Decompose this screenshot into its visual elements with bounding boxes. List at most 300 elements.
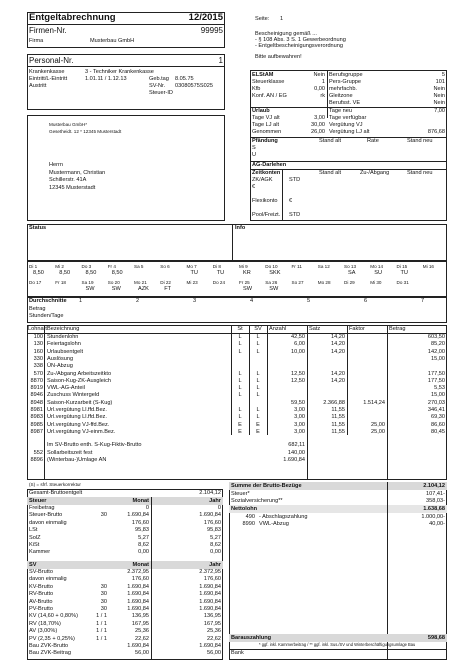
lohnart-body <box>27 334 447 479</box>
lohnart-cell: ÜN-Abzug <box>47 363 73 370</box>
row-monat: 25,36 <box>135 628 149 635</box>
bank-label: Bank <box>231 650 244 656</box>
lohnart-cell: 1.690,84 <box>283 456 305 463</box>
geb-label: Geb.tag <box>149 75 169 82</box>
row-monat: 1.690,84 <box>127 598 149 605</box>
row-tage: 30 <box>100 598 107 605</box>
row-label: davon einmalig <box>29 519 67 526</box>
calendar-day: Do 31 <box>396 280 409 285</box>
calendar-row-2 <box>27 280 447 294</box>
address-line: Herrn <box>49 162 63 168</box>
calendar-value: TU <box>400 270 408 276</box>
lohnart-cell: Auslösung <box>47 355 74 362</box>
lohnart-cell: 80,45 <box>431 428 445 435</box>
sv-rows <box>27 569 223 659</box>
row-monat: 0,00 <box>138 549 149 556</box>
row-label: AV-Brutto <box>29 598 53 605</box>
row-jahr: 0 <box>217 505 221 511</box>
lohnart-cell: Url.vergütung Ll.ffd.Bez. <box>47 407 107 413</box>
calendar-day: Mo 28 <box>317 280 331 285</box>
pfaendung-col: Stand alt <box>319 138 342 144</box>
elstam-flag: Nein <box>313 71 325 78</box>
calendar-day: Fr 11 <box>291 264 302 269</box>
urlaub-value: 876,68 <box>427 129 445 135</box>
lohnart-cell: 10,00 <box>291 348 305 355</box>
info-label: Info <box>235 225 246 231</box>
lohnart-cell: 330 <box>33 355 43 362</box>
calendar-day: So 13 <box>344 264 357 269</box>
durchschnitte-stunden: Stunden/Tage <box>29 313 64 319</box>
calendar-day: Sa 12 <box>317 264 330 269</box>
lohnart-cell: 11,55 <box>331 414 345 421</box>
lohnart-cell: 682,11 <box>288 442 305 449</box>
durchschnitte-number: 3 <box>193 298 197 304</box>
row-label: Kammer <box>29 549 51 556</box>
lohnart-cell: 8896 <box>30 456 43 463</box>
gesamt-label: Gesamt-Bruttoentgelt <box>29 490 83 496</box>
row-monat: 56,00 <box>135 650 149 657</box>
lohnart-cell: L <box>238 385 242 392</box>
lohnart-cell: 12,50 <box>291 370 305 377</box>
row-jahr: 8,62 <box>210 542 221 548</box>
document-title: Entgeltabrechnung <box>29 12 116 23</box>
calendar-value: 8,50 <box>33 270 44 276</box>
lohnart-cell: 5,53 <box>434 385 445 392</box>
lohnart-cell: L <box>256 341 260 348</box>
row-monat: 2.372,95 <box>127 569 149 575</box>
calendar-value: AZK <box>138 286 149 292</box>
row-tage: 1 / 1 <box>96 628 107 635</box>
urlaub-value: 30,00 <box>311 122 325 128</box>
calendar-day: Di 22 <box>160 280 171 285</box>
urlaub-label: Tage LJ alt <box>252 122 280 128</box>
lohnart-cell: Url.vergütung VJ-ffd.Bez. <box>47 421 110 428</box>
period: 12/2015 <box>188 12 223 23</box>
lohnart-cell: Sollarbeitszeit fest <box>47 449 93 456</box>
row-jahr: 1.690,84 <box>199 598 221 605</box>
abzug-value: 40,00- <box>429 521 445 527</box>
calendar-day: Mi 16 <box>422 264 434 269</box>
row-tage: 1 / 1 <box>96 635 107 642</box>
row-jahr: 167,95 <box>203 620 221 627</box>
calendar-day: Fr 4 <box>107 264 116 269</box>
row-monat: 5,27 <box>138 534 149 541</box>
row-jahr: 5,27 <box>210 534 221 541</box>
row-jahr: 0,00 <box>210 549 221 556</box>
lohnart-cell: E <box>256 421 260 428</box>
lohnart-cell: 1.514,24 <box>363 399 385 406</box>
darlehen-col: Zeitkonten <box>252 170 281 176</box>
summe-value: 2.104,12 <box>423 483 445 489</box>
lohnart-cell: 85,20 <box>431 341 445 348</box>
lohnart-cell: 100 <box>33 334 43 340</box>
calendar-day: So 6 <box>160 264 170 269</box>
lohnart-cell: Im SV-Brutto enth. S-Kug-Fiktiv-Brutto <box>47 442 142 449</box>
lohnart-cell: 8870 <box>30 377 43 384</box>
elstam-label: mehrfachb. <box>329 85 357 92</box>
lohnart-cell: 15,00 <box>431 392 445 399</box>
lohnart-cell: Url.vergütung Ll.ffd.Bez. <box>47 414 107 421</box>
calendar-day: Mi 23 <box>186 280 198 285</box>
sozial-value: 358,03- <box>426 498 445 504</box>
lohnart-cell: Url.vergütung VJ-einm.Bez. <box>47 428 116 435</box>
urlaub-value: 7,00 <box>434 108 445 114</box>
lohnart-header-cell: Betrag <box>389 326 406 332</box>
row-jahr: 136,95 <box>203 613 221 620</box>
steuer-rows <box>27 505 223 560</box>
lohnart-cell: 142,00 <box>427 348 445 355</box>
lohnart-cell: 130 <box>33 341 43 348</box>
calendar-value: SW <box>243 286 253 292</box>
calendar-value: SW <box>269 286 279 292</box>
netto-value: 1.638,68 <box>423 506 445 512</box>
lohnart-cell: L <box>238 341 242 348</box>
lohnart-cell: Stundenlohn <box>47 334 79 340</box>
calendar-day: Mi 9 <box>239 264 248 269</box>
lohnart-cell: 160 <box>33 348 43 355</box>
lohnart-cell: L <box>256 334 260 340</box>
row-jahr: 176,60 <box>203 519 221 526</box>
row-monat: 1.690,84 <box>127 591 149 598</box>
row-jahr: 95,83 <box>207 527 221 534</box>
sv-header: SV <box>29 562 37 568</box>
lohnart-cell: 8985 <box>30 421 43 428</box>
calendar-day: Mi 30 <box>370 280 382 285</box>
lohnart-cell: 2.366,88 <box>323 399 345 406</box>
abzug-value: 1.000,00- <box>421 514 445 520</box>
lohnart-cell: 270,03 <box>427 399 445 406</box>
row-label: Bau ZVK-Brutto <box>29 643 69 649</box>
urlaub-title: Urlaub <box>252 108 270 114</box>
row-label: KiSt <box>29 542 40 548</box>
pfaendung-row: U <box>252 152 257 158</box>
sv-header-monat: Monat <box>132 562 149 568</box>
row-label: Bau ZVK-Beitrag <box>29 650 71 657</box>
urlaub-label: Genommen <box>252 129 282 135</box>
footnote: * ggf. inkl. Kammerbeitrag / ** ggf. inkl. Sus./SV und Winterbeschäftigungsumlage Bau <box>259 642 416 647</box>
darlehen-unit: STD <box>289 177 301 183</box>
kk-value: 3 - Techniker Krankenkasse <box>85 68 154 75</box>
row-monat: 1.690,84 <box>127 512 149 519</box>
lohnart-cell: Zuschuss Wintergeld <box>47 392 100 399</box>
steuer-abzug-value: 107,41- <box>426 491 445 497</box>
lohnart-cell: 8987 <box>30 428 43 435</box>
lohnart-cell: L <box>256 392 260 399</box>
row-monat: 136,95 <box>131 613 149 620</box>
darlehen-row: Flexikonto <box>252 198 278 204</box>
row-monat: 22,62 <box>135 635 149 642</box>
calendar-value: 8,50 <box>85 270 97 276</box>
row-jahr: 1.690,84 <box>199 583 221 590</box>
lohnart-cell: 8983 <box>30 414 43 421</box>
row-jahr: 1.690,84 <box>199 606 221 612</box>
row-jahr: 1.690,84 <box>199 643 221 649</box>
elstam-title: ELStAM <box>252 71 274 78</box>
sozial-label: Sozialversicherung** <box>231 498 283 504</box>
lohnart-cell: 177,50 <box>427 370 445 377</box>
steuer-header-monat: Monat <box>132 498 149 504</box>
note-line: - § 108 Abs. 3 S. 1 Gewerbeordnung <box>255 37 346 43</box>
calendar-day: Di 1 <box>29 264 38 269</box>
lohnart-cell: 8981 <box>30 407 43 413</box>
lohnart-cell: L <box>256 407 260 413</box>
row-tage: 30 <box>100 583 107 590</box>
row-jahr: 56,00 <box>207 650 221 657</box>
darlehen-unit: STD <box>289 212 301 218</box>
netto-label: Nettolohn <box>231 506 258 512</box>
elstam-label: Berufsst. VE <box>329 99 361 106</box>
row-jahr: 22,62 <box>207 635 221 642</box>
row-jahr: 176,60 <box>203 576 221 583</box>
row-tage: 30 <box>100 591 107 598</box>
lohnart-cell: E <box>238 428 242 435</box>
lohnart-cell: E <box>256 428 260 435</box>
elstam-label: Kfb <box>252 85 261 92</box>
lohnart-cell: 6,00 <box>294 341 305 348</box>
durchschnitte-number: 4 <box>250 298 254 304</box>
lohnart-cell: 177,50 <box>427 377 445 384</box>
elstam-value: Nein <box>433 92 445 99</box>
lohnart-cell: L <box>256 370 260 377</box>
row-label: RV-Brutto <box>29 591 54 598</box>
lohnart-cell: 12,50 <box>291 377 305 384</box>
abzug-label: - Abschlagszahlung <box>259 514 308 520</box>
calendar-day: Mi 2 <box>55 264 64 269</box>
row-tage: 30 <box>100 512 107 519</box>
firma-label: Firma <box>29 38 44 44</box>
lohnart-cell: 69,30 <box>431 414 445 421</box>
abzug-no: 490 <box>245 514 255 520</box>
lohnart-cell: L <box>256 377 260 384</box>
austritt-label: Austritt <box>29 82 47 89</box>
lohnart-cell: Saison-Kurzarbeit (S-Kug) <box>47 399 113 406</box>
row-tage: 1 / 1 <box>96 613 107 620</box>
durchschnitte-label: Durchschnitte <box>29 298 67 304</box>
durchschnitte-number: 6 <box>364 298 368 304</box>
elstam-label: Berufsgruppe <box>329 71 363 78</box>
steuer-header-jahr: Jahr <box>209 498 221 504</box>
address-line: Mustermann, Christian <box>49 169 106 176</box>
lohnart-cell: 25,00 <box>371 428 385 435</box>
row-monat: 1.690,84 <box>127 583 149 590</box>
note-line: Bescheinigung gemäß ... <box>255 31 317 37</box>
lohnart-cell: L <box>238 348 242 355</box>
lohnart-cell: 11,55 <box>331 428 345 435</box>
lohnart-cell: 42,50 <box>291 334 305 340</box>
lohnart-cell: 3,00 <box>294 414 305 421</box>
durchschnitte-number: 5 <box>307 298 311 304</box>
calendar-day: Sa 19 <box>81 280 94 285</box>
elstam-value: Nein <box>433 99 445 106</box>
urlaub-value: 26,00 <box>311 129 325 135</box>
lohnart-cell: 25,00 <box>371 421 385 428</box>
darlehen-col: Zu-/Abgang <box>360 170 390 176</box>
lohnart-header-cell: St <box>237 326 243 332</box>
row-monat: 176,60 <box>131 576 149 583</box>
calendar-day: Di 29 <box>344 280 355 285</box>
address-line: 12345 Musterstadt <box>49 184 96 191</box>
row-label: KV-Brutto <box>29 583 53 590</box>
calendar-value: TU <box>190 270 198 276</box>
row-monat: 0 <box>145 505 149 511</box>
lohnart-cell: L <box>238 414 242 421</box>
row-label: Freibetrag <box>29 505 55 511</box>
darlehen-col: Stand alt <box>319 170 342 176</box>
lohnart-cell: 14,20 <box>331 341 345 348</box>
seite-label: Seite: <box>255 16 270 22</box>
lohnart-cell: Urlaubsentgelt <box>47 348 84 355</box>
urlaub-label: Vergütung VJ <box>329 122 363 128</box>
lohnart-cell: 86,60 <box>431 421 445 428</box>
firma-name: Musterbau GmbH <box>90 38 135 44</box>
darlehen-row: € <box>252 184 256 190</box>
calendar-value: KR <box>243 270 251 276</box>
elstam-value: 5 <box>441 71 445 78</box>
elstam-value: 101 <box>435 78 445 85</box>
lohnart-cell: 14,20 <box>331 370 345 377</box>
personal-label: Personal-Nr. <box>29 55 74 65</box>
urlaub-value: 3,00 <box>314 115 325 121</box>
calendar-day: Sa 5 <box>134 264 144 269</box>
calendar-day: So 20 <box>107 280 120 285</box>
darlehen-row: ZK/AGK <box>252 177 273 183</box>
lohnart-cell: (Winterbau-)Umlage AN <box>47 456 107 463</box>
darlehen-title: AG-Darlehen <box>252 162 287 168</box>
calendar-value: 8,50 <box>59 270 71 276</box>
durchschnitte-numbers <box>27 298 447 305</box>
sv-header-jahr: Jahr <box>209 562 221 568</box>
lohnart-cell: Saison-Kug-ZK-Ausgleich <box>47 377 112 384</box>
lohnart-cell: 3,00 <box>294 421 305 428</box>
auszahlung-label: Barauszahlung <box>231 635 272 641</box>
calendar-day: Mo 14 <box>370 264 384 269</box>
steuerid-label: Steuer-ID <box>149 89 173 96</box>
lohnart-cell: 11,55 <box>331 421 345 428</box>
lohnart-cell: L <box>238 370 242 377</box>
pfaendung-title: Pfändung <box>252 138 278 144</box>
calendar-day: Fr 25 <box>239 280 250 285</box>
lohnart-cell: 3,00 <box>294 407 305 413</box>
lohnart-cell: 346,41 <box>427 407 445 413</box>
svnr-label: SV-Nr. <box>149 82 166 89</box>
summe-label: Summe der Brutto-Bezüge <box>231 483 302 489</box>
lohnart-cell: 140,00 <box>287 449 305 456</box>
eintritt-value: 1.01.11 / 1.12.13 <box>85 75 127 82</box>
calendar-day: Di 8 <box>212 264 221 269</box>
durchschnitte-betrag: Betrag <box>29 306 46 312</box>
svnr-value: 03080575S025 <box>175 82 213 89</box>
lohnart-cell: 3,00 <box>294 428 305 435</box>
calendar-value: SKK <box>269 270 281 276</box>
pfaendung-col: Rate <box>367 138 379 144</box>
sender-line: Musterbau GmbH* <box>49 122 88 127</box>
lohnart-cell: L <box>256 348 260 355</box>
calendar-value: SW <box>111 286 121 292</box>
gesamt-value: 2.104,12 <box>199 490 221 496</box>
lohnart-cell: 14,20 <box>331 348 345 355</box>
calendar-day: Mo 7 <box>186 264 197 269</box>
row-monat: 167,95 <box>131 620 149 627</box>
lohnart-cell: 552 <box>33 449 43 456</box>
geb-value: 8.05.75 <box>175 75 194 82</box>
lohnart-header-cell: Satz <box>309 326 321 332</box>
calendar-value: SU <box>374 270 383 276</box>
lohnart-cell: L <box>256 414 260 421</box>
lohnart-cell: Feiertagslohn <box>47 341 81 348</box>
calendar-day: Do 10 <box>265 264 278 269</box>
row-monat: 8,62 <box>138 542 149 548</box>
calendar-day: Sa 26 <box>265 280 278 285</box>
darlehen-col: Stand neu <box>407 170 433 176</box>
row-monat: 176,60 <box>131 519 149 526</box>
sender-line: Gesetheidt. 12 * 12345 Musterstadt <box>49 129 122 134</box>
lohnart-cell: 8946 <box>30 392 43 399</box>
calendar-day: So 27 <box>291 280 304 285</box>
payslip-page <box>27 12 447 660</box>
steuer-abzug-label: Steuer* <box>231 491 250 497</box>
personal-number: 1 <box>218 55 223 65</box>
row-monat: 95,83 <box>135 527 149 534</box>
note-line: Bitte aufbewahren! <box>255 54 302 60</box>
calendar-row-1 <box>27 264 447 278</box>
row-label: Steuer-Brutto <box>29 512 63 519</box>
auszahlung-value: 598,68 <box>427 635 445 641</box>
lohnart-cell: L <box>238 334 242 340</box>
lohnart-cell: 15,00 <box>431 355 445 362</box>
lohnart-cell: E <box>238 421 242 428</box>
elstam-label: Gleitzone <box>329 92 353 99</box>
lohnart-cell: L <box>238 377 242 384</box>
elstam-value: 0,00 <box>314 85 325 92</box>
elstam-label: Pers-Gruppe <box>329 78 362 85</box>
calendar-day: Do 17 <box>29 280 42 285</box>
lohnart-cell: 338 <box>33 363 43 370</box>
lohnart-header-cell: Faktor <box>349 326 365 332</box>
durchschnitte-number: 1 <box>79 298 83 304</box>
address-line: Schillerstr. 41A <box>49 177 87 183</box>
elstam-value: Nein <box>433 85 445 92</box>
row-monat: 1.690,84 <box>127 606 149 612</box>
elstam-value: rk <box>320 92 325 99</box>
calendar-value: SA <box>348 270 356 276</box>
calendar-day: Di 15 <box>396 264 408 269</box>
lohnart-cell: 14,20 <box>331 334 345 340</box>
kk-label: Krankenkasse <box>29 68 65 75</box>
lohnart-cell: 59,50 <box>291 399 305 406</box>
abzug-no: 8990 <box>242 521 255 527</box>
urlaub-label: Vergütung LJ alt <box>329 129 370 135</box>
urlaub-label: Tage verfügbar <box>329 115 367 121</box>
lohnart-cell: 603,50 <box>427 334 445 340</box>
eintritt-label: Eintritt/L-Eintritt <box>29 75 68 82</box>
calendar-value: SW <box>85 286 95 292</box>
durchschnitte-number: 2 <box>136 298 140 304</box>
row-jahr: 25,36 <box>207 628 221 635</box>
row-label: RV (18,70%) <box>29 620 61 627</box>
note-line: - Entgeltbescheinigungsverordnung <box>255 43 344 49</box>
row-label: AV (3,00%) <box>29 628 58 635</box>
firm-number: 99995 <box>200 25 223 35</box>
calendar-day: Fr 18 <box>55 280 66 285</box>
lohnart-cell: Zu-/Abgang Arbeitszeitkto <box>47 370 112 377</box>
lohnart-cell: L <box>238 392 242 399</box>
lohnart-cell: L <box>256 385 260 392</box>
elstam-value: 1 <box>321 78 325 85</box>
calendar-value: FT <box>164 286 172 292</box>
lohnart-cell: VWL-AG-Anteil <box>47 385 85 392</box>
calendar-day: Mo 21 <box>134 280 147 285</box>
lohnart-cell: 8948 <box>30 399 43 406</box>
